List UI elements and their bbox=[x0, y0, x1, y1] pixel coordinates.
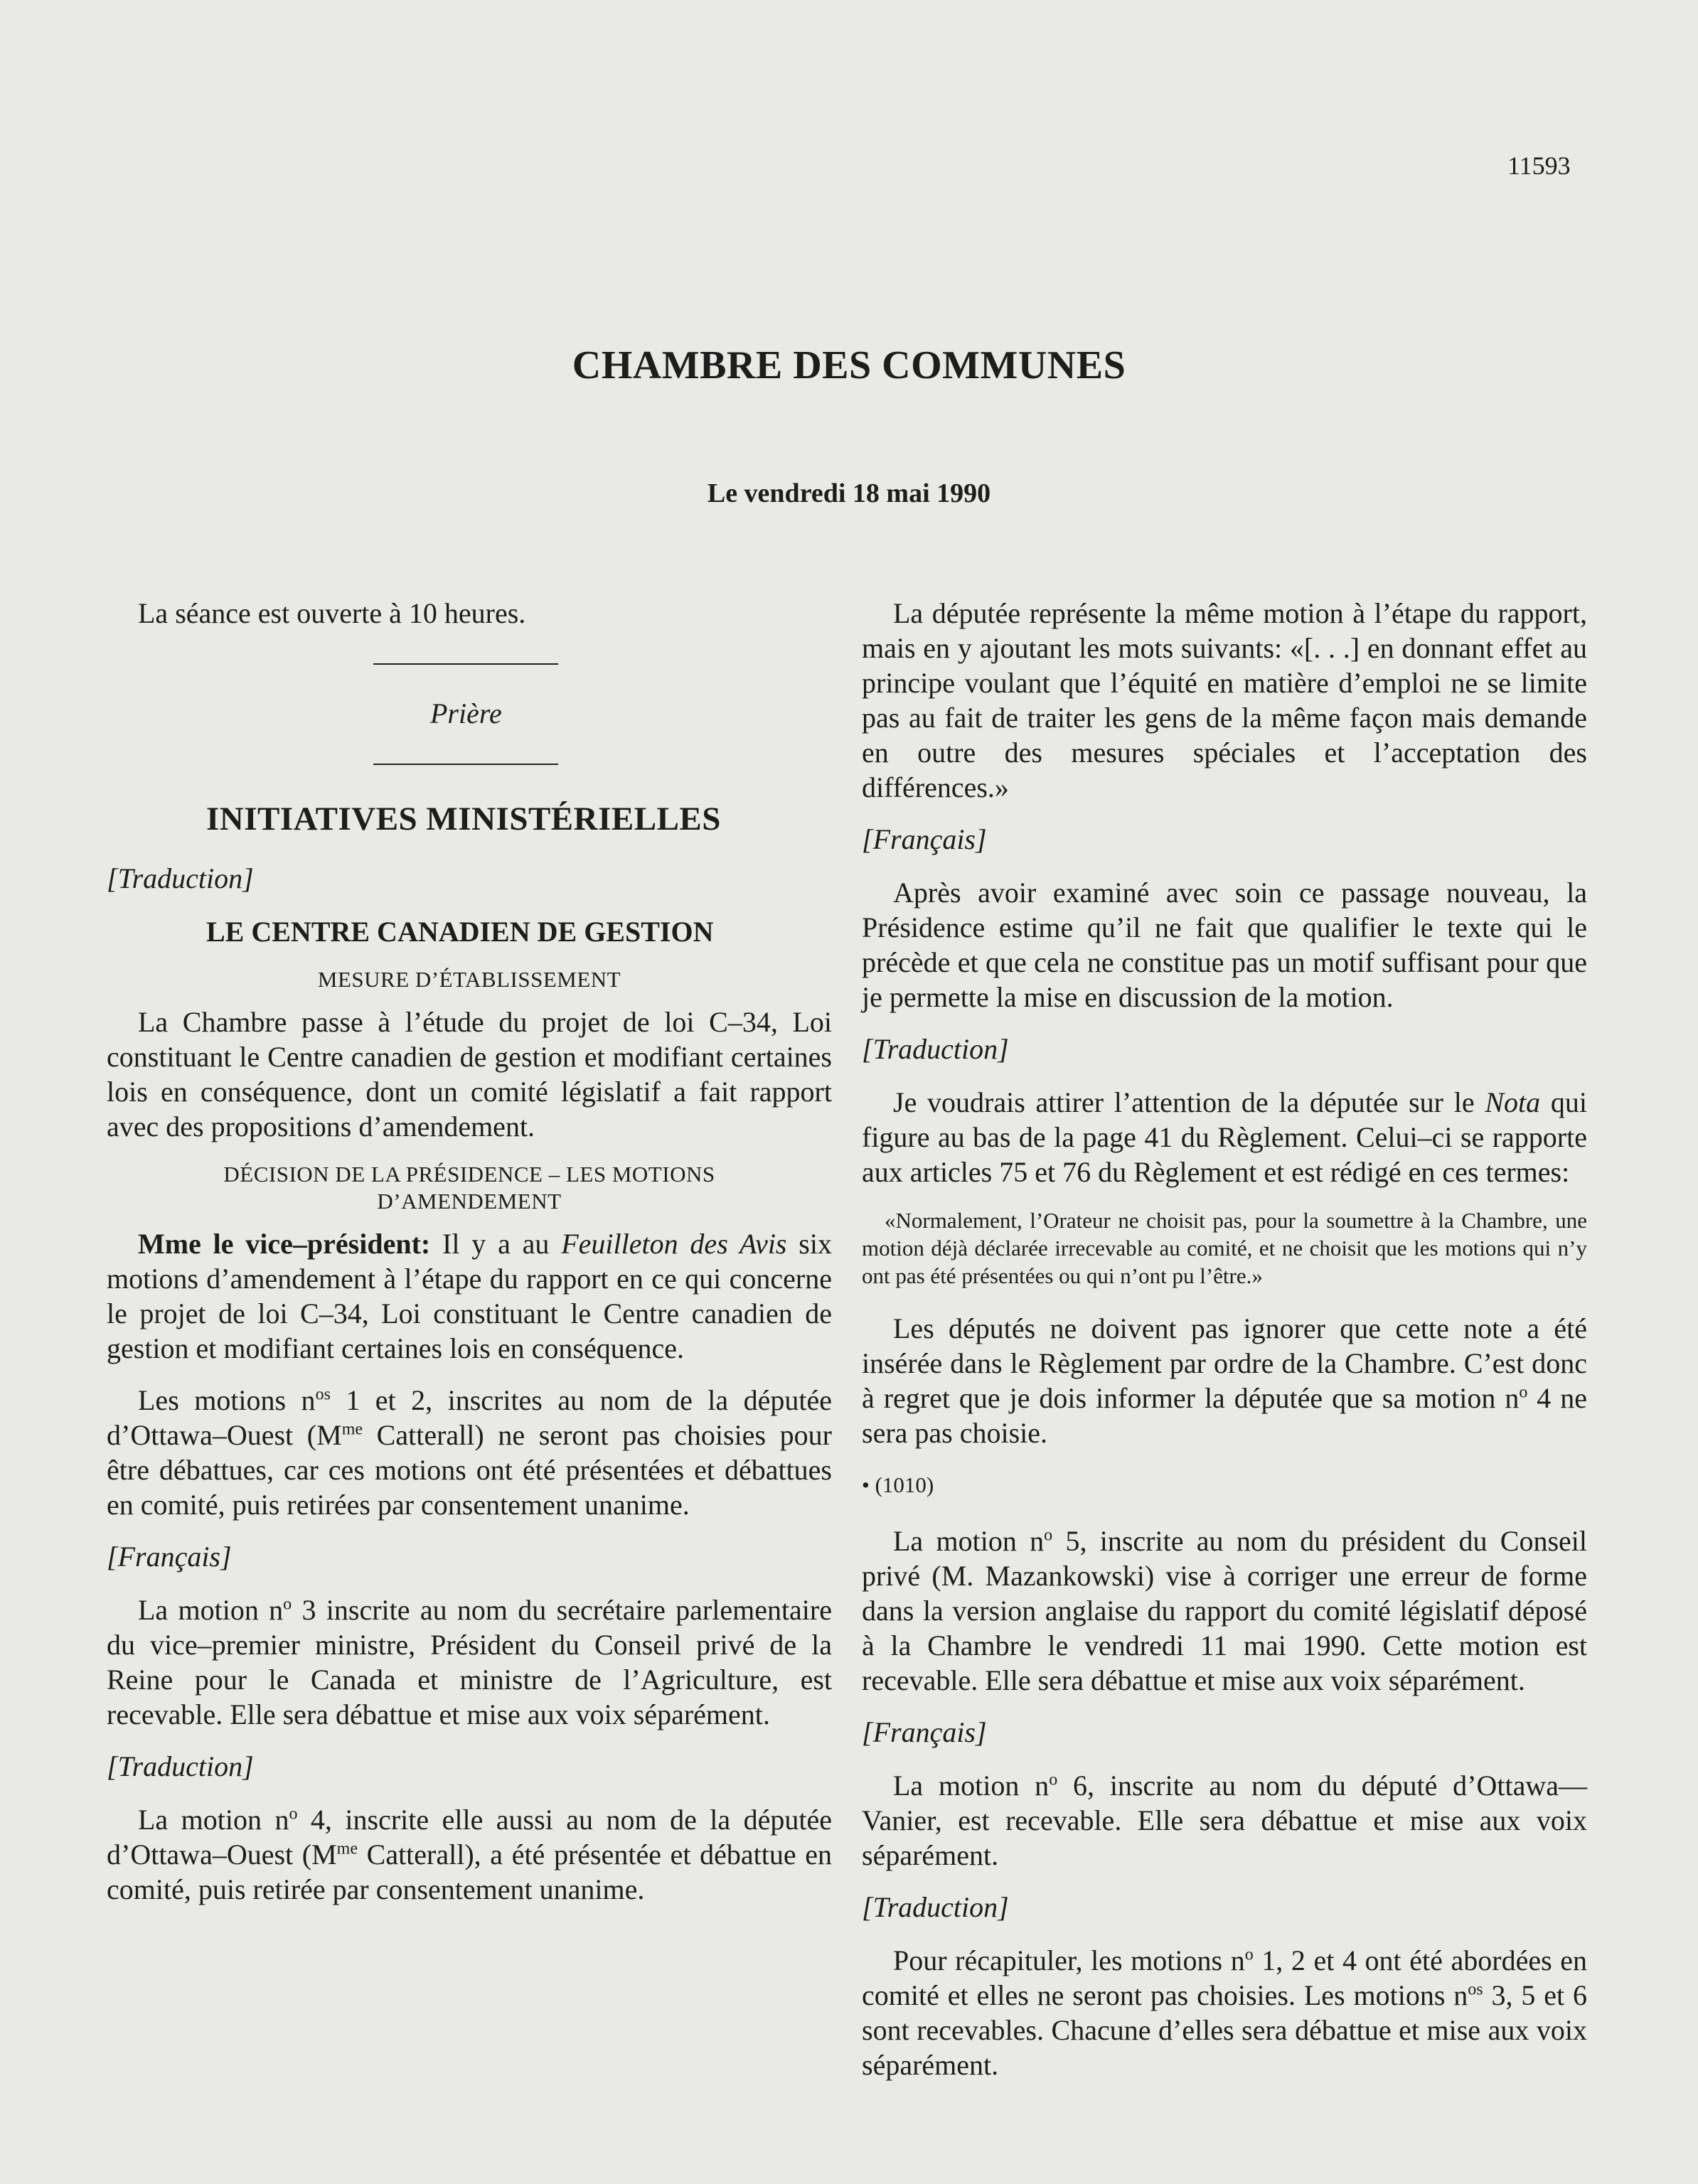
translation-tag: [Traduction] bbox=[862, 1891, 1009, 1923]
translation-tag: [Traduction] bbox=[107, 862, 254, 894]
language-tag: [Français] bbox=[107, 1541, 232, 1573]
page-number: 11593 bbox=[1507, 151, 1571, 180]
prayer-label: Prière bbox=[430, 697, 502, 729]
decision-heading-line: DÉCISION DE LA PRÉSIDENCE – LES MOTIONS bbox=[223, 1162, 715, 1187]
divider bbox=[373, 663, 558, 665]
decision-heading bbox=[107, 1161, 832, 1215]
right-column bbox=[862, 596, 1587, 2099]
paragraph: La motion $n^o$ 6, inscrite au nom du député d’Ottawa— Vanier, est recevable. Elle sera débattue et mise aux voix séparément. bbox=[862, 1770, 1587, 1871]
sitting-date: Le vendredi 18 mai 1990 bbox=[707, 478, 991, 508]
divider bbox=[373, 764, 558, 765]
italic-text: Nota bbox=[1485, 1086, 1541, 1118]
paragraph: Les députés ne doivent pas ignorer que cette note a été insérée dans le Règlement par ordre de la Chambre. C’est donc à regret que je dois informer la députée que sa motion $n^o$ 4 ne sera pas choisie. bbox=[862, 1312, 1587, 1449]
paragraph: Je voudrais attirer l’attention de la députée sur le Nota qui figure au bas de la page 41 du Règlement. Celui–ci se rapporte aux articles 75 et 76 du Règlement et est rédigé en ces termes: bbox=[862, 1086, 1587, 1188]
paragraph: Mme le vice–président: Il y a au Feuilleton des Avis six motions d’amendement à l’étape du rapport en ce qui concerne le projet de loi C–34, Loi constituant le Centre canadien de gestion et modifiant certaines lois en conséquence. bbox=[107, 1228, 832, 1364]
time-stamp: • (1010) bbox=[862, 1472, 934, 1497]
paragraph: La motion $n^o$ 5, inscrite au nom du président du Conseil privé (M. Mazankowski) vise à corriger une erreur de forme dans la version anglaise du rapport du comité législatif déposé à la Chambre le vendredi 11 mai 1990. Cette motion est recevable. Elle sera débattue et mise aux voix séparément. bbox=[862, 1525, 1588, 1696]
language-tag: [Français] bbox=[862, 1716, 987, 1748]
bill-subheading: MESURE D’ÉTABLISSEMENT bbox=[317, 967, 621, 992]
language-tag: [Français] bbox=[862, 823, 987, 855]
paragraph: La Chambre passe à l’étude du projet de loi C–34, Loi constituant le Centre canadien de gestion et modifiant certaines lois en conséquence, dont un comité législatif a fait rapport avec des propositions d’amendement. bbox=[107, 1006, 832, 1142]
paragraph: La motion $n^o$ 4, inscrite elle aussi au nom de la députée d’Ottawa–Ouest ($M^{me}$ Catterall), a été présentée et débattue en comité, puis retirée par consentement unanime. bbox=[107, 1804, 832, 1905]
italic-text: Feuilleton des Avis bbox=[561, 1228, 787, 1260]
opening-statement: La séance est ouverte à 10 heures. bbox=[138, 597, 526, 629]
paragraph: Après avoir examiné avec soin ce passage nouveau, la Présidence estime qu’il ne fait que qualifier le texte qui le précède et que cela ne constitue pas un motif suffisant pour que je permette la mise en discussion de la motion. bbox=[862, 877, 1587, 1013]
paragraph: Pour récapituler, les motions $n^o$ 1, 2 et 4 ont été abordées en comité et elles ne seront pas choisies. Les motions $n^{os}$ 3, 5 et 6 sont recevables. Chacune d’elles sera débattue et mise aux voix séparément. bbox=[862, 1944, 1588, 2081]
paragraph: Les motions $n^{os}$ 1 et 2, inscrites au nom de la députée d’Ottawa–Ouest ($M^{me}$ Catterall) ne seront pas choisies pour être débattues, car ces motions ont été présentées et débattues en comité, puis retirées par consentement unanime. bbox=[107, 1384, 832, 1521]
speaker-name: Mme le vice–président: bbox=[138, 1228, 431, 1260]
bill-heading: LE CENTRE CANADIEN DE GESTION bbox=[206, 916, 714, 948]
decision-heading-line: D’AMENDEMENT bbox=[377, 1189, 562, 1214]
section-heading: INITIATIVES MINISTÉRIELLES bbox=[206, 801, 721, 837]
translation-tag: [Traduction] bbox=[862, 1033, 1009, 1065]
paragraph: La motion $n^o$ 3 inscrite au nom du secrétaire parlementaire du vice–premier ministre, Président du Conseil privé de la Reine pour le Canada et ministre de l’Agriculture, est recevable. Elle sera débattue et mise aux voix séparément. bbox=[107, 1594, 832, 1730]
left-column bbox=[107, 596, 832, 1924]
page-title: CHAMBRE DES COMMUNES bbox=[572, 343, 1126, 387]
block-quote: «Normalement, l’Orateur ne choisit pas, pour la soumettre à la Chambre, une motion déjà déclarée irrecevable au comité, et ne choisit que les motions qui n’y ont pas été présentées ou qui n’ont pu l’être.» bbox=[862, 1208, 1587, 1288]
paragraph: La députée représente la même motion à l’étape du rapport, mais en y ajoutant les mots suivants: «[. . .] en donnant effet au principe voulant que l’équité en matière d’emploi ne se limite pas au fait de traiter les gens de la même façon mais demande en outre des mesures spéciales et l’acceptation des différences.» bbox=[862, 597, 1587, 803]
translation-tag: [Traduction] bbox=[107, 1750, 254, 1782]
